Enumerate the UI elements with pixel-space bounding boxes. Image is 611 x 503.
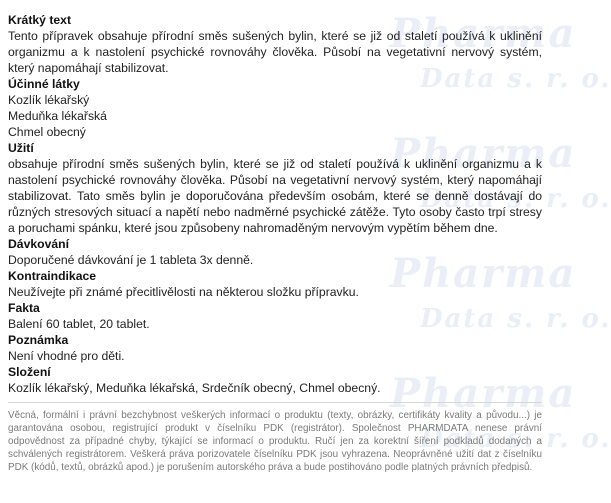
list-item: Meduňka lékařská [8, 109, 107, 123]
watermark-3: Pharma [390, 130, 577, 177]
list-item: Chmel obecný [8, 125, 86, 139]
section-heading: Kontraindikace [8, 269, 97, 283]
section-kontraindikace [8, 268, 542, 300]
watermark-6: Data s. r. o. [420, 304, 611, 334]
section-heading: Krátký text [8, 13, 71, 27]
watermark-5: Pharma [390, 250, 577, 297]
section-kratky-text [8, 12, 542, 76]
section-text: Doporučené dávkování je 1 tableta 3x denně. [8, 253, 254, 267]
section-poznamka [8, 332, 542, 364]
section-heading: Účinné látky [8, 77, 80, 91]
watermark-8: Data s. r. o. [420, 424, 611, 454]
section-fakta [8, 300, 542, 332]
watermark-1: Pharma [390, 10, 577, 57]
section-heading: Složení [8, 365, 51, 379]
watermark-7: Pharma [390, 370, 577, 417]
section-ucinne-latky [8, 76, 542, 140]
section-heading: Užití [8, 141, 34, 155]
section-heading: Fakta [8, 301, 40, 315]
section-text: Tento přípravek obsahuje přírodní směs sušených bylin, které se již od staletí používá k uklinění organizmu a k nastolení psychické rovnováhy člověka. Působí na vegetativní nervový systém, který napomáhají stabilizovat. [8, 29, 542, 75]
watermark-4: Data s. r. o. [420, 184, 611, 214]
section-uziti [8, 140, 542, 236]
section-text: Neužívejte při známé přecitlivělosti na některou složku přípravku. [8, 285, 359, 299]
list-item: Kozlík lékařský [8, 93, 90, 107]
section-text: obsahuje přírodní směs sušených bylin, které se již od staletí používá k uklinění organizmu a k nastolení psychické rovnováhy člověka. Působí na vegetativní nervový systém, který napomáhají stabilizovat. Tato směs bylin je doporučována především osobám, které se denně dostávají do různých stresových situací a napětí nebo nadměrné psychické zátěže. Tyto osoby často trpí stresy a poruchami spánku, které jsou způsobeny nahromaděným nervovým vypětím během dne. [8, 157, 542, 235]
section-text: Kozlík lékařský, Meduňka lékařská, Srdečník obecný, Chmel obecný. [8, 381, 381, 395]
section-davkovani [8, 236, 542, 268]
section-heading: Dávkování [8, 237, 69, 251]
section-slozeni [8, 364, 542, 396]
watermark-2: Data s. r. o. [420, 64, 611, 94]
section-heading: Poznámka [8, 333, 69, 347]
legal-disclaimer: Věcná, formální i právní bezchybnost veškerých informací o produktu (texty, obrázky, certifikáty kvality a původu...) je garantována osobou, registrující produkt v číselníku PDK (registrátor). Společnost PHARMDATA nenese právní odpovědnost za případné chyby, týkající se informací o produktu. Ručí jen za korektní šíření podkladů dodaných a schválených registrátorem. Veškerá práva porizovatele číselníku PDK jsou vyhrazena. Neoprávněné užití dat z číselníku PDK (kódů, textů, obrázků apod.) je porušením autorského práva a bude postihováno podle platných právních předpisů. [8, 402, 542, 474]
section-text: Není vhodné pro děti. [8, 349, 125, 363]
section-text: Balení 60 tablet, 20 tablet. [8, 317, 150, 331]
